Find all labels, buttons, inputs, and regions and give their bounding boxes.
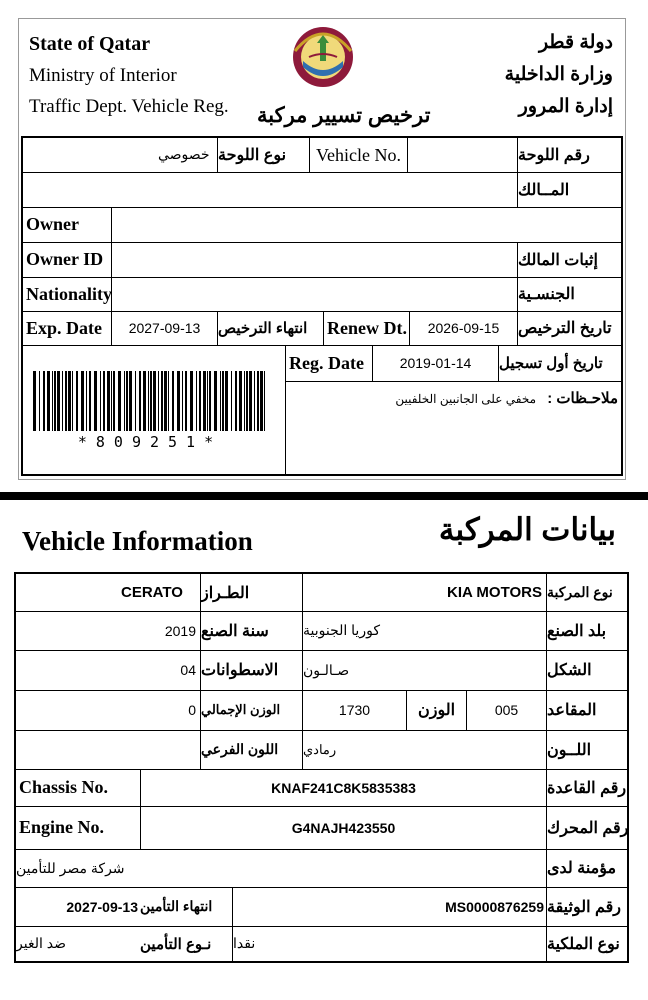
ownership-value: نقدا [232,926,546,961]
chassis-ar-label: رقم القاعدة [546,769,627,806]
policy-value: MS0000876259 [232,887,546,926]
gross-weight-value: 0 [188,702,196,718]
header-english [29,29,229,122]
cylinders-value: 04 [180,662,196,678]
notes-area [285,381,622,474]
vehicle-no-label: Vehicle No. [309,138,407,172]
vehicle-info-title-en: Vehicle Information [22,526,253,556]
department-name-ar: إدارة المرور [518,96,613,117]
insurance-type-value: ضد الغير [16,935,66,951]
make-value: KIA MOTORS [302,574,546,611]
cylinders-label: الاسطوانات [200,650,302,690]
year-country-row [16,611,627,651]
insurance-type-label: نـوع التأمين [140,935,212,953]
model-make-row [16,574,627,612]
license-title-ar: ترخيص تسيير مركبة [257,104,431,127]
model-value: CERATO [121,584,183,601]
notes-value: مخفي على الجانبين الخلفيين [395,392,536,406]
nationality-ar-label: الجنسـية [517,277,621,311]
ownership-label: نوع الملكية [546,926,627,961]
nationality-label: Nationality [26,283,113,304]
exp-date-value: 2027-09-13 [111,311,217,345]
first-reg-ar-label: تاريخ أول تسجيل [498,345,622,381]
shape-value: صـالـون [302,650,546,690]
policy-label: رقم الوثيقة [546,887,627,926]
notes-ar-label: ملاحـظات : [547,390,618,407]
country-value: كوريا الجنوبية [302,611,546,650]
plate-type-value: خصوصي [158,147,210,163]
insurance-exp-label: انتهاء التأمين [140,898,213,914]
nationality-row [23,277,621,312]
weight-value: 1730 [302,690,406,730]
seats-label: المقاعد [546,690,627,730]
insurance-exp-value: 2027-09-13 [66,898,138,915]
section-divider [0,492,648,500]
color-row [16,730,627,770]
ministry-name-ar: وزارة الداخلية [504,64,613,85]
qatar-emblem-icon [289,21,357,93]
weight-seats-row [16,690,627,731]
owner-ar-row [23,172,621,208]
owner-ar-label: المــالك [517,172,621,207]
owner-id-row [23,242,621,278]
weight-label: الوزن [406,690,466,730]
owner-label: Owner [26,214,79,234]
nationality-value [111,277,517,311]
chassis-row [16,769,627,807]
shape-label: الشكل [546,650,627,690]
plate-row [23,138,621,173]
seats-value: 005 [466,690,546,730]
vehicle-info-table [14,572,629,963]
department-name-en: Traffic Dept. Vehicle Reg. [29,96,229,117]
engine-label: Engine No. [19,817,105,837]
chassis-value: KNAF241C8K5835383 [140,769,546,806]
year-label: سنة الصنع [200,611,302,650]
state-name-en: State of Qatar [29,33,151,55]
color-label: اللــون [546,730,627,769]
year-value: 2019 [164,622,196,639]
gross-weight-label: الوزن الإجمالي [200,690,302,730]
renew-date-label: Renew Dt. [323,311,409,345]
reg-date-row [285,345,622,382]
insurer-row [16,849,627,888]
engine-ar-label: رقم المحرك [546,806,627,849]
dates-row [23,311,621,346]
header-arabic [505,27,613,123]
sub-color-label: اللون الفرعي [200,730,302,769]
chassis-label: Chassis No. [19,777,109,797]
insurer-label: مؤمنة لدى [546,849,627,887]
reg-date-value: 2019-01-14 [372,345,498,381]
owner-id-label: Owner ID [26,249,104,269]
exp-date-label: Exp. Date [26,317,102,338]
barcode-icon [31,371,269,431]
registration-card [18,18,626,480]
model-label: الطـراز [200,574,302,611]
state-name-ar: دولة قطر [538,32,613,53]
engine-value: G4NAJH423550 [140,806,546,849]
ownership-row [16,926,627,961]
plate-type-label: نوع اللوحة [217,138,309,172]
country-label: بلد الصنع [546,611,627,650]
owner-id-ar-label: إثبات المالك [517,242,621,277]
owner-id-value [111,242,517,277]
ministry-name-en: Ministry of Interior [29,65,177,86]
make-label: نوع المركبة [546,574,627,611]
reg-date-label: Reg. Date [289,352,364,373]
vehicle-info-title-ar: بيانات المركبة [438,512,616,547]
cylinders-shape-row [16,650,627,691]
renew-date-value: 2026-09-15 [409,311,517,345]
color-value: رمادي [302,730,546,769]
barcode-digits: *809251* [77,433,223,451]
engine-row [16,806,627,850]
license-date-ar-label: تاريخ الترخيص [517,311,621,345]
insurer-value: شركة مصر للتأمين [16,859,125,876]
exp-date-ar-label: انتهاء الترخيص [217,311,323,345]
owner-row [23,207,621,243]
vehicle-no-value [407,138,517,172]
owner-value [111,207,517,242]
plate-no-label: رقم اللوحة [517,138,621,172]
policy-row [16,887,627,927]
